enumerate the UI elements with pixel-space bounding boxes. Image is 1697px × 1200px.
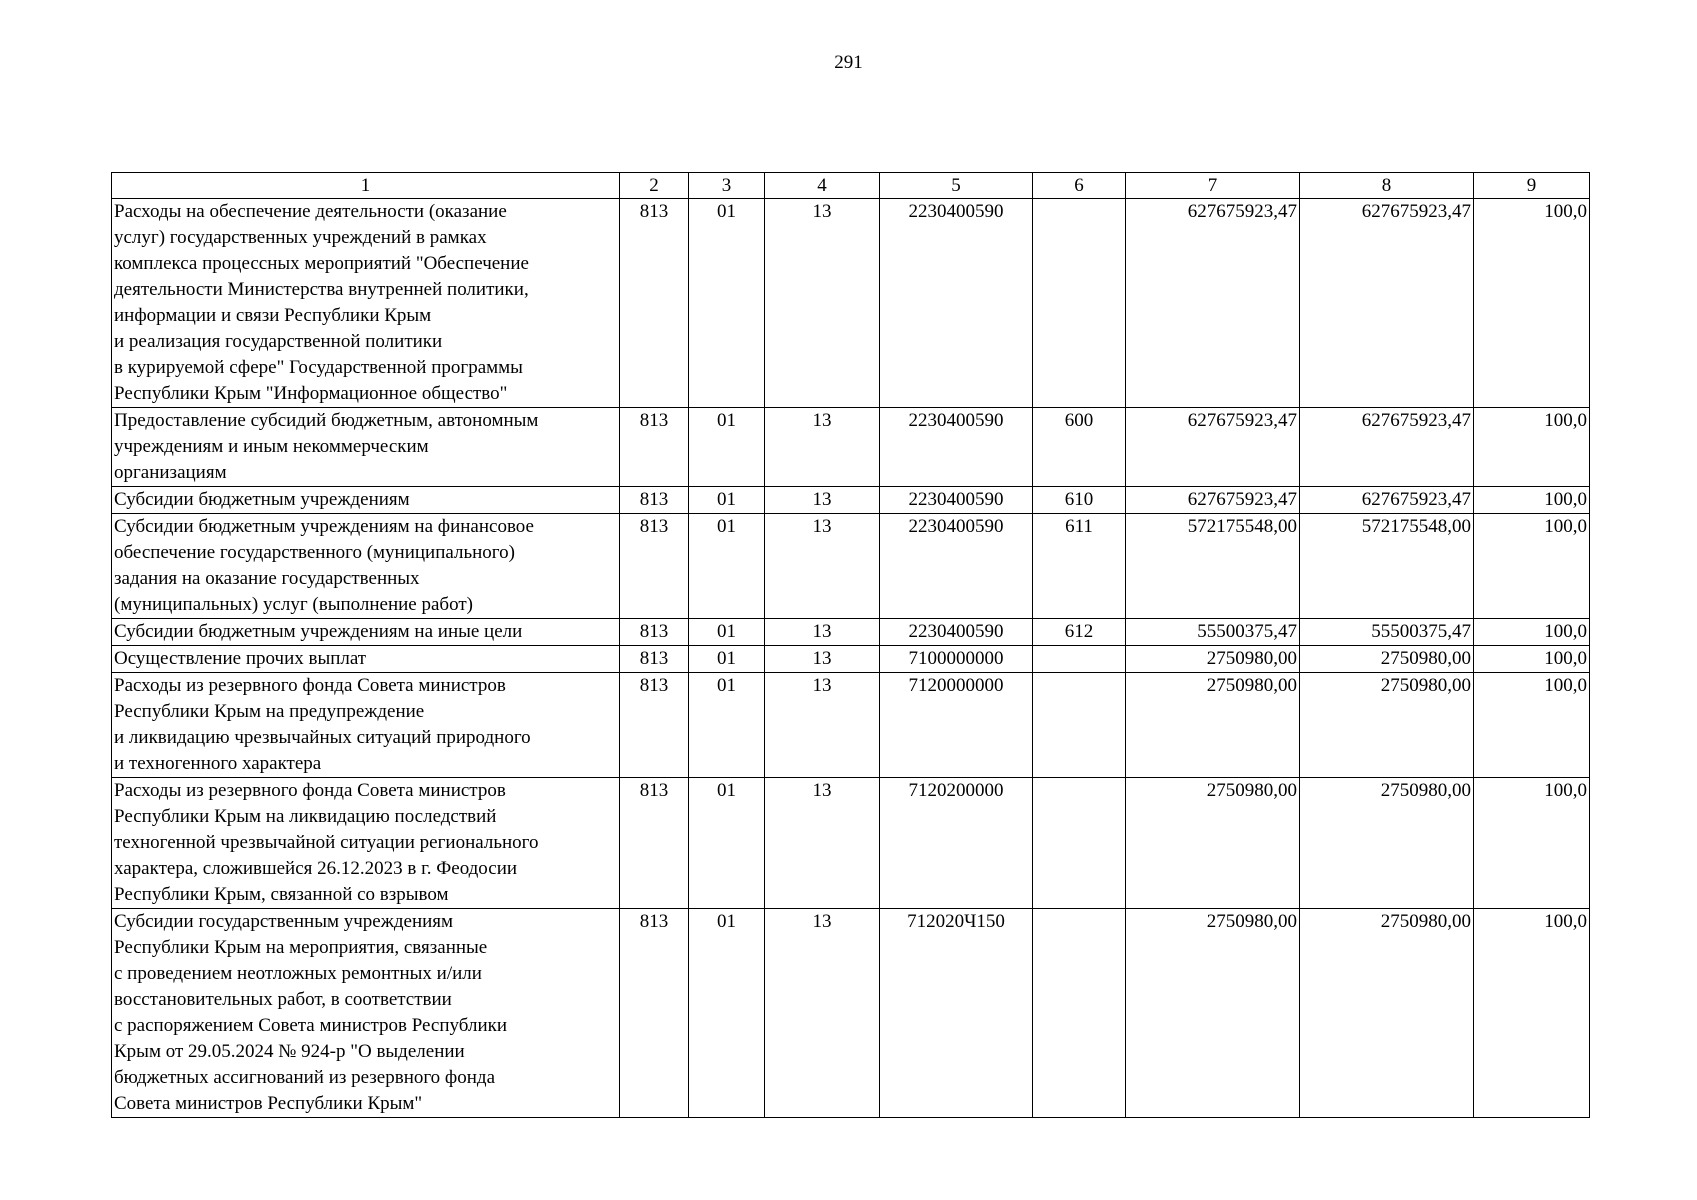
row-description: Расходы из резервного фонда Совета министров Республики Крым на предупреждение и ликвидацию чрезвычайных ситуаций природного и техногенного характера bbox=[112, 673, 620, 778]
row-description: Субсидии бюджетным учреждениям bbox=[112, 487, 620, 514]
code-cell: 13 bbox=[765, 778, 880, 909]
percent-cell: 100,0 bbox=[1474, 199, 1590, 408]
code-cell: 612 bbox=[1033, 619, 1126, 646]
column-header: 1 bbox=[112, 173, 620, 199]
code-cell: 813 bbox=[620, 408, 689, 487]
amount-cell: 2750980,00 bbox=[1300, 673, 1474, 778]
amount-cell: 627675923,47 bbox=[1300, 199, 1474, 408]
page-number: 291 bbox=[834, 52, 863, 73]
amount-cell: 627675923,47 bbox=[1126, 199, 1300, 408]
code-cell: 611 bbox=[1033, 514, 1126, 619]
code-cell bbox=[1033, 778, 1126, 909]
code-cell: 13 bbox=[765, 199, 880, 408]
code-cell: 610 bbox=[1033, 487, 1126, 514]
amount-cell: 2750980,00 bbox=[1126, 778, 1300, 909]
percent-cell: 100,0 bbox=[1474, 778, 1590, 909]
table-row bbox=[112, 487, 1590, 514]
code-cell: 13 bbox=[765, 487, 880, 514]
code-cell: 13 bbox=[765, 673, 880, 778]
percent-cell: 100,0 bbox=[1474, 646, 1590, 673]
amount-cell: 2750980,00 bbox=[1300, 909, 1474, 1118]
table-row bbox=[112, 673, 1590, 778]
table-row bbox=[112, 646, 1590, 673]
code-cell: 01 bbox=[689, 619, 765, 646]
code-cell: 813 bbox=[620, 199, 689, 408]
amount-cell: 2750980,00 bbox=[1300, 646, 1474, 673]
code-cell: 813 bbox=[620, 778, 689, 909]
code-cell: 813 bbox=[620, 646, 689, 673]
code-cell bbox=[1033, 909, 1126, 1118]
percent-cell: 100,0 bbox=[1474, 514, 1590, 619]
column-header: 7 bbox=[1126, 173, 1300, 199]
percent-cell: 100,0 bbox=[1474, 619, 1590, 646]
code-cell: 2230400590 bbox=[880, 487, 1033, 514]
column-header: 2 bbox=[620, 173, 689, 199]
header-row bbox=[112, 173, 1590, 199]
column-header: 9 bbox=[1474, 173, 1590, 199]
code-cell: 01 bbox=[689, 487, 765, 514]
code-cell bbox=[1033, 673, 1126, 778]
row-description: Расходы из резервного фонда Совета министров Республики Крым на ликвидацию последствий техногенной чрезвычайной ситуации регионального характера, сложившейся 26.12.2023 в г. Феодосии Республики Крым, связанной со взрывом bbox=[112, 778, 620, 909]
percent-cell: 100,0 bbox=[1474, 408, 1590, 487]
code-cell: 2230400590 bbox=[880, 619, 1033, 646]
code-cell: 2230400590 bbox=[880, 408, 1033, 487]
amount-cell: 2750980,00 bbox=[1126, 646, 1300, 673]
row-description: Субсидии государственным учреждениям Республики Крым на мероприятия, связанные с проведением неотложных ремонтных и/или восстановительных работ, в соответствии с распоряжением Совета министров Республики Крым от 29.05.2024 № 924-р "О выделении бюджетных ассигнований из резервного фонда Совета министров Республики Крым" bbox=[112, 909, 620, 1118]
amount-cell: 627675923,47 bbox=[1126, 487, 1300, 514]
code-cell: 01 bbox=[689, 514, 765, 619]
code-cell: 813 bbox=[620, 514, 689, 619]
table-row bbox=[112, 619, 1590, 646]
row-description: Субсидии бюджетным учреждениям на иные цели bbox=[112, 619, 620, 646]
table-row bbox=[112, 408, 1590, 487]
code-cell: 01 bbox=[689, 408, 765, 487]
column-header: 3 bbox=[689, 173, 765, 199]
table-row bbox=[112, 909, 1590, 1118]
amount-cell: 627675923,47 bbox=[1300, 487, 1474, 514]
code-cell: 813 bbox=[620, 673, 689, 778]
code-cell: 13 bbox=[765, 408, 880, 487]
amount-cell: 55500375,47 bbox=[1126, 619, 1300, 646]
code-cell: 13 bbox=[765, 909, 880, 1118]
code-cell: 2230400590 bbox=[880, 514, 1033, 619]
column-header: 4 bbox=[765, 173, 880, 199]
amount-cell: 627675923,47 bbox=[1126, 408, 1300, 487]
amount-cell: 55500375,47 bbox=[1300, 619, 1474, 646]
code-cell: 2230400590 bbox=[880, 199, 1033, 408]
code-cell: 813 bbox=[620, 487, 689, 514]
percent-cell: 100,0 bbox=[1474, 909, 1590, 1118]
code-cell: 13 bbox=[765, 619, 880, 646]
column-header: 8 bbox=[1300, 173, 1474, 199]
code-cell: 01 bbox=[689, 778, 765, 909]
percent-cell: 100,0 bbox=[1474, 673, 1590, 778]
code-cell: 01 bbox=[689, 646, 765, 673]
code-cell: 813 bbox=[620, 619, 689, 646]
table-row bbox=[112, 199, 1590, 408]
table-row bbox=[112, 778, 1590, 909]
code-cell: 13 bbox=[765, 646, 880, 673]
row-description: Предоставление субсидий бюджетным, автономным учреждениям и иным некоммерческим организациям bbox=[112, 408, 620, 487]
column-header: 5 bbox=[880, 173, 1033, 199]
amount-cell: 627675923,47 bbox=[1300, 408, 1474, 487]
budget-table bbox=[111, 172, 1590, 1118]
code-cell bbox=[1033, 199, 1126, 408]
code-cell: 01 bbox=[689, 673, 765, 778]
code-cell: 813 bbox=[620, 909, 689, 1118]
amount-cell: 2750980,00 bbox=[1300, 778, 1474, 909]
code-cell: 7120200000 bbox=[880, 778, 1033, 909]
table-row bbox=[112, 514, 1590, 619]
amount-cell: 572175548,00 bbox=[1300, 514, 1474, 619]
code-cell: 13 bbox=[765, 514, 880, 619]
code-cell: 7100000000 bbox=[880, 646, 1033, 673]
row-description: Осуществление прочих выплат bbox=[112, 646, 620, 673]
code-cell: 7120000000 bbox=[880, 673, 1033, 778]
amount-cell: 2750980,00 bbox=[1126, 909, 1300, 1118]
code-cell: 600 bbox=[1033, 408, 1126, 487]
code-cell: 712020Ч150 bbox=[880, 909, 1033, 1118]
amount-cell: 572175548,00 bbox=[1126, 514, 1300, 619]
column-header: 6 bbox=[1033, 173, 1126, 199]
row-description: Расходы на обеспечение деятельности (оказание услуг) государственных учреждений в рамках комплекса процессных мероприятий "Обеспечение деятельности Министерства внутренней политики, информации и связи Республики Крым и реализация государственной политики в курируемой сфере" Государственной программы Республики Крым "Информационное общество" bbox=[112, 199, 620, 408]
row-description: Субсидии бюджетным учреждениям на финансовое обеспечение государственного (муниципального) задания на оказание государственных (муниципальных) услуг (выполнение работ) bbox=[112, 514, 620, 619]
percent-cell: 100,0 bbox=[1474, 487, 1590, 514]
amount-cell: 2750980,00 bbox=[1126, 673, 1300, 778]
code-cell: 01 bbox=[689, 909, 765, 1118]
code-cell bbox=[1033, 646, 1126, 673]
code-cell: 01 bbox=[689, 199, 765, 408]
